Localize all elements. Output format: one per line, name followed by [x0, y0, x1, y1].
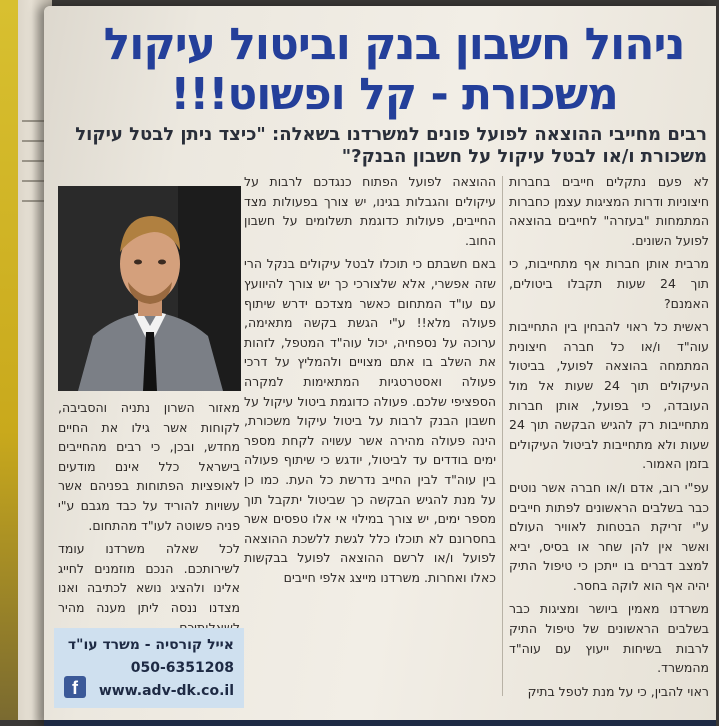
article-subheading: רבים מחייבי ההוצאה לפועל פונים למשרדנו בשאלה: "כיצד ניתן לבטל עיקול משכורת ו/או לבטל עיקול על חשבון הבנק?" [75, 124, 707, 167]
article-column-left [58, 398, 240, 618]
paragraph: ההוצאה לפועל הפתוח כנגדכם לרבות על עיקולים והגבלות בגינו, יש צורך בפעולות מצד החייבים, פעולות כדוגמת תשלומים על חשבון החוב. [244, 174, 496, 248]
newspaper-page [44, 6, 716, 726]
article-column-middle [244, 172, 496, 702]
contact-phone: 050-6351208 [130, 660, 234, 676]
paragraph: ראשית כל ראוי להבחין בין התחייבות עוה"ד ו/או כל חברה חיצונית המתמחה בהוצאה לפועל, בביטול העיקולים תוך 24 שעות אל מול העובדה, כי בפועל, אותן חברות מתחייבות רק להגיש הבקשה תוך 24 שעות ולא מתחייבות לביטול העיקולים בזמן האמור. [509, 319, 709, 472]
paragraph: לכל שאלה משרדנו עומד לשירותכם. הנכם מוזמנים לחייג אלינו ולהציג נושא לכתיבה ואנו מצדנו ננסה ליתן מענה מהיר [58, 541, 240, 615]
article-column-right [509, 172, 709, 712]
paragraph: באם חשבתם כי תוכלו לבטל עיקולים בנקל הרי שזה אפשרי, אלא שלצורכי כך יש צורך להיוועץ עם עו"ד המתחום כאשר מצדכם ידרש שיתוף פעולה מלא!! ע"י הגשת בקשה מתאימה, ערוכה על נספחיה, יכול עוה"ד המטפל, לזהות את השלב בו אתם מצויים ולהמליץ על דרכי פעולה ואסטרטגיות המתאימות למקרה הספציפי שלכם. פעולה כדוגמת ביטול עיקול על חשבון הבנק לרבות על ביטול עיקול משכורת, הינה פעולה מהירה אשר עשויה לקחת מספר ימים בודדים עד לביטול, יודגש כי שיתוף פעולה בין עוה"ד לבין החייב נדרשת כל העת. כמו כן על מנת להגיש הבקשה כך שביטול יתקבל תוך מספר ימים, יש צורך במילוי אי אלו טפסים אשר בחסרונם לא תוכלו כלל לגשת ללשכת ההוצאה לפועל ו/או לרשם ההוצאה לפועל בבקשות כאלו ואחרות. משרדנו מייצג אלפי חייבים [244, 256, 496, 585]
contact-website: www.adv-dk.co.il [98, 683, 234, 699]
headline-line-2: משכורת - קל ופשוט!!! [170, 69, 618, 120]
portrait-illustration [58, 186, 241, 391]
lawyer-portrait-photo [58, 186, 241, 391]
page-bottom-band [44, 720, 716, 726]
article-headline [84, 20, 704, 120]
paragraph: מאזור השרון נתניה והסביבה, לקוחות אשר גילו את החיים מחדש, ובכן, כי רבים מהחייבים בישראל כלל אינם מודעים לאופציות הפתוחות בפניהם אשר עשויות להוריד על כבד מגבם ע"י פניה פשוטה לעו"ד מהתחום. [58, 400, 240, 533]
paragraph: מרבית אותן חברות אף מתחייבות, כי תוך 24 שעות תקבלו ביטולים, האמנם? [509, 256, 710, 311]
adjacent-page-color-strip [0, 0, 18, 720]
paragraph: לא פעם נתקלים חייבים בחברות חיצוניות ודרות המציגות עצמן כחברות המתמחות "בעזרה" לחייבים בהוצאה לפועל השונים. [509, 174, 709, 248]
headline-line-1: ניהול חשבון בנק וביטול עיקול [103, 19, 685, 70]
contact-name: אייל קורסיה - משרד עו"ד [67, 637, 234, 653]
paragraph: משרדנו מאמין ביושר ומציגות כבר בשלבים הראשונים של טיפול התיק לרבות בשיחות ייעוץ עם עוה"ד מהמשרד. [509, 601, 709, 676]
paragraph: עפ"י רוב, אדם ו/או חברה אשר נוטים כבר בשלבים הראשונים לפתות חייבים ע"י זריקת הבטחות לאוויר העולם ואשר אין להן שחר או בסיס, יביא למצב דברים בו ייתכן כי טיפול התיק יהיה אף הוא לוקה בחסר. [509, 479, 709, 593]
contact-box [54, 628, 244, 708]
paragraph: ראוי להבין, כי על מנת לטפל בתיק [527, 683, 709, 699]
facebook-icon: f [64, 676, 86, 698]
column-divider [502, 176, 503, 696]
